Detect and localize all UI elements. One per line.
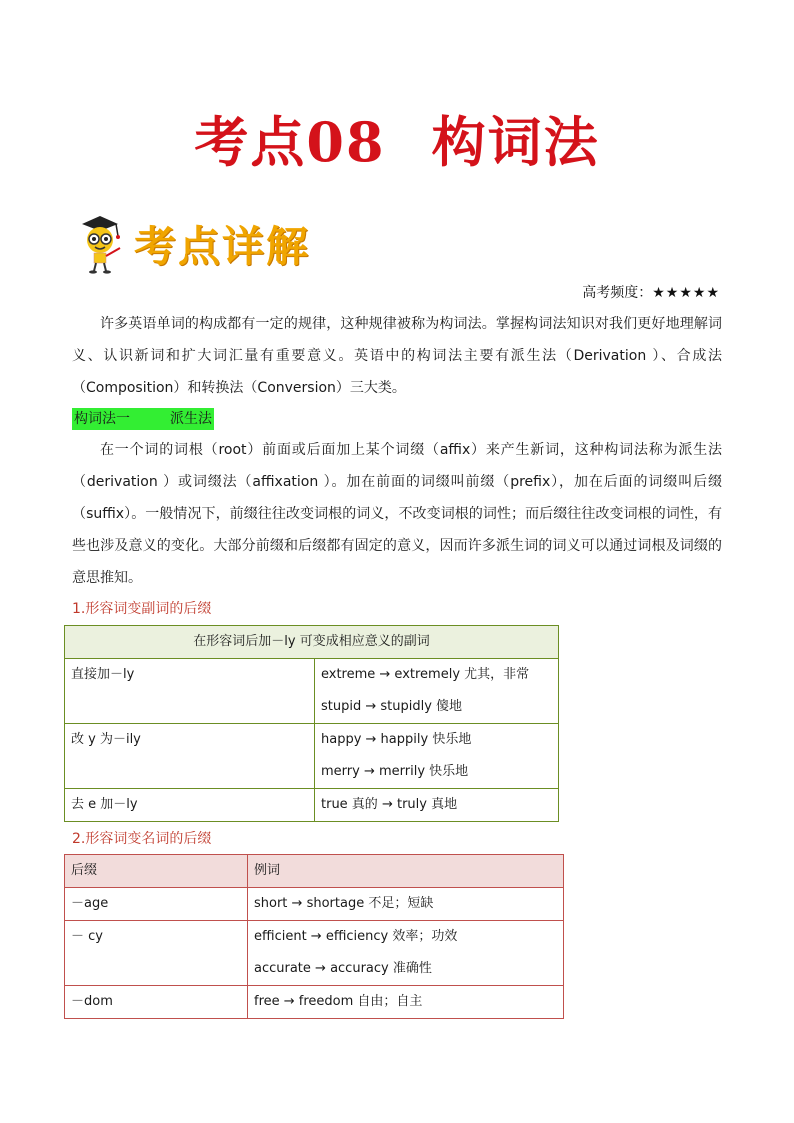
star-rating: ★★★★★ <box>652 285 720 301</box>
adj-to-adv-table <box>64 625 559 822</box>
method-number: 构词法一 <box>74 411 130 427</box>
example-cell: true 真的 → truly 真地 <box>321 797 458 812</box>
column-header: 后缀 <box>65 855 248 888</box>
table-row <box>65 724 559 789</box>
frequency-rating <box>582 282 720 302</box>
table-row <box>65 888 564 921</box>
table-row <box>65 659 559 724</box>
rule-cell: 直接加－ly <box>71 667 135 682</box>
derivation-paragraph <box>72 434 722 594</box>
method-name: 派生法 <box>170 411 212 427</box>
section-label: 考点详解 <box>134 222 311 271</box>
suffix-cell: －age <box>71 896 109 911</box>
title-number: 考点08 <box>194 110 386 174</box>
subheading-adj-to-noun: 2.形容词变名词的后缀 <box>72 831 212 847</box>
example-cell: short → shortage 不足；短缺 <box>254 896 434 911</box>
suffix-cell: － cy <box>71 929 103 944</box>
table-caption: 在形容词后加－ly 可变成相应意义的副词 <box>65 626 559 659</box>
column-header: 例词 <box>248 855 564 888</box>
table-row <box>65 921 564 986</box>
example-cell: stupid → stupidly 傻地 <box>321 699 463 714</box>
derivation-text: 在一个词的词根（root）前面或后面加上某个词缀（affix）来产生新词，这种构词法称为派生法（derivation ）或词缀法（affixation ）。加在前面的词缀叫前缀（prefix），加在后面的词缀叫后缀（suffix）。一般情况下，前缀往往改变词根的词义，不改变词根的词性；而后缀往往改变词根的词性，有些也涉及意义的变化。大部分前缀和后缀都有固定的意义，因而许多派生词的词义可以通过词根及词缀的意思推知。 <box>72 442 722 586</box>
title-topic: 构词法 <box>431 110 600 174</box>
example-cell: accurate → accuracy 准确性 <box>254 961 432 976</box>
suffix-cell: －dom <box>71 994 113 1009</box>
example-cell: merry → merrily 快乐地 <box>321 764 469 779</box>
intro-paragraph <box>72 308 722 404</box>
adj-to-noun-table <box>64 854 564 1019</box>
example-cell: efficient → efficiency 效率；功效 <box>254 929 458 944</box>
section-heading <box>74 212 310 276</box>
page-title <box>0 100 794 177</box>
intro-text: 许多英语单词的构成都有一定的规律，这种规律被称为构词法。掌握构词法知识对我们更好地理解词义、认识新词和扩大词汇量有重要意义。英语中的构词法主要有派生法（Derivation ）、合成法（Composition）和转换法（Conversion）三大类。 <box>72 316 722 396</box>
method-heading <box>72 408 214 430</box>
subheading-adj-to-adv: 1.形容词变副词的后缀 <box>72 601 212 617</box>
example-cell: happy → happily 快乐地 <box>321 732 472 747</box>
rule-cell: 去 e 加－ly <box>71 797 138 812</box>
example-cell: free → freedom 自由；自主 <box>254 994 423 1009</box>
graduate-mascot-icon <box>74 214 128 274</box>
rule-cell: 改 y 为－ily <box>71 732 141 747</box>
frequency-label: 高考频度： <box>582 285 653 301</box>
table-row <box>65 986 564 1019</box>
table-row <box>65 789 559 822</box>
example-cell: extreme → extremely 尤其，非常 <box>321 667 530 682</box>
